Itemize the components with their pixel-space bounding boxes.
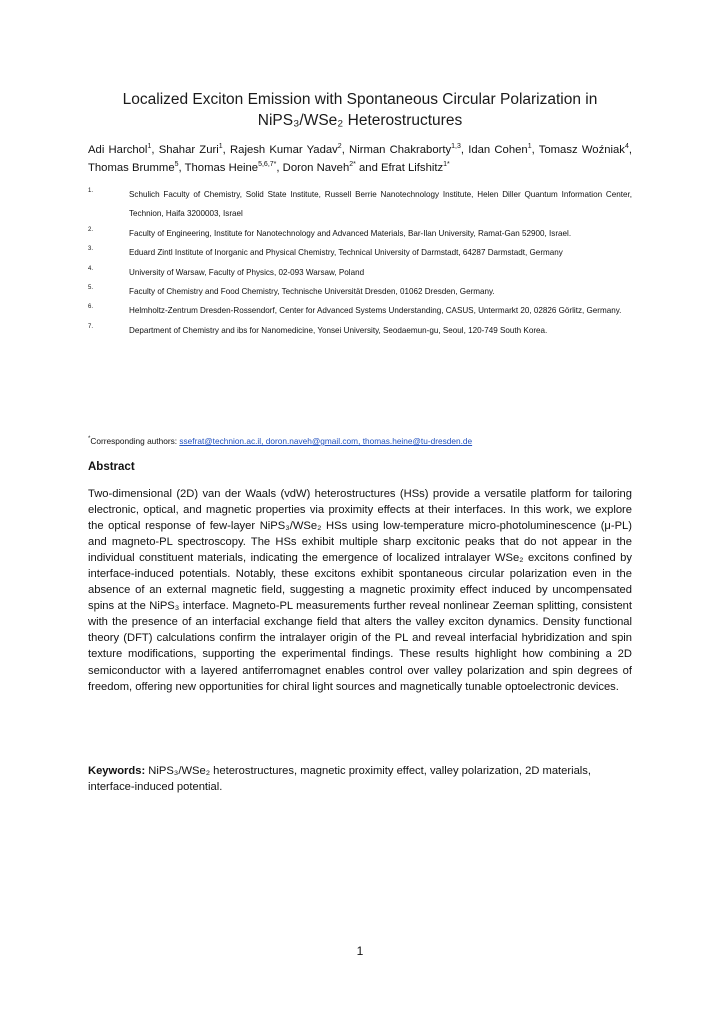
author-separator: , <box>151 144 159 156</box>
author-affiliation-sup: 1 <box>147 143 152 150</box>
affiliation-number: 3. <box>88 246 94 253</box>
author-name: Adi Harchol <box>88 144 148 156</box>
author-separator: , <box>222 144 230 156</box>
author-affiliation-sup: 2 <box>337 143 342 150</box>
corresponding-marker: * <box>88 436 91 442</box>
affiliation-text: Schulich Faculty of Chemistry, Solid State Institute, Russell Berrie Nanotechnology Institute, Helen Diller Quantum Information Center, Technion, Haifa 3200003, Israel <box>129 190 632 219</box>
affiliation-number: 7. <box>88 323 94 330</box>
author-name: Efrat Lifshitz <box>381 161 444 174</box>
affiliation-item <box>88 243 632 262</box>
author-affiliation-sup: 1* <box>443 160 450 168</box>
author-name: Nirman Chakraborty <box>349 144 452 156</box>
author-affiliation-sup: 1 <box>527 143 532 150</box>
corresponding-emails-link[interactable]: ssefrat@technion.ac.il, doron.naveh@gmail.com, thomas.heine@tu-dresden.de <box>179 436 473 446</box>
affiliation-text: Department of Chemistry and ibs for Nanomedicine, Yonsei University, Seodaemun-gu, Seoul, 120-749 South Korea. <box>129 325 548 335</box>
author-name: Rajesh Kumar Yadav <box>230 144 338 156</box>
affiliation-text: Faculty of Engineering, Institute for Nanotechnology and Advanced Materials, Bar-Ilan University, Ramat-Gan 52900, Israel. <box>129 228 572 238</box>
author-name: Shahar Zuri <box>158 144 219 156</box>
author-separator: , <box>460 144 469 156</box>
author-affiliation-sup: 5,6,7* <box>258 160 277 168</box>
author-list <box>88 142 632 177</box>
affiliation-text: Faculty of Chemistry and Food Chemistry, Technische Universität Dresden, 01062 Dresden, Germany. <box>129 287 495 297</box>
abstract-heading: Abstract <box>88 461 135 473</box>
author-name: Tomasz Woźniak <box>538 144 625 156</box>
author-separator: , <box>276 161 283 174</box>
title-line-2: NiPS₃/WSe₂ Heterostructures <box>257 112 463 129</box>
affiliation-item <box>88 282 632 301</box>
abstract-text: Two-dimensional (2D) van der Waals (vdW) heterostructures (HSs) provide a versatile platform for tailoring electronic, optical, and magnetic properties via proximity effects at their interfaces. In this work, we explore the optical response of few-layer NiPS₃/WSe₂ HSs using low-temperature micro-photoluminescence (μ-PL) and magneto-PL spectroscopy. The HSs exhibit multiple sharp excitonic peaks that do not appear in the individual constituent materials, indicating the emergence of localized intralayer WSe₂ excitons confined by interface-induced potentials. Notably, these excitons exhibit spontaneous circular polarization even in the absence of an external magnetic field, suggesting a magnetic proximity effect induced by uncompensated spins at the NiPS₃ interface. Magneto-PL measurements further reveal nonlinear Zeeman splitting, consistent with the presence of an interfacial exchange field that alters the valley exciton dynamics. Density functional theory (DFT) calculations confirm the intralayer origin of the PL and reveal interfacial hybridization and spin texture modifications, supporting the experimental findings. These results highlight how combining a 2D semiconductor with a layered antiferromagnet enables control over valley polarization and spin degrees of freedom, offering new opportunities for chiral light sources and magnetically tunable optoelectronic devices. <box>88 488 632 693</box>
page-number: 1 <box>356 944 364 958</box>
author-separator: , <box>178 161 185 174</box>
affiliation-item <box>88 321 632 340</box>
author-affiliation-sup: 1 <box>218 143 223 150</box>
affiliation-text: Helmholtz-Zentrum Dresden-Rossendorf, Center for Advanced Systems Understanding, CASUS, Untermarkt 20, 02826 Görlitz, Germany. <box>129 306 622 316</box>
affiliation-item <box>88 263 632 282</box>
keywords-text: NiPS₃/WSe₂ heterostructures, magnetic proximity effect, valley polarization, 2D materials, interface-induced potential. <box>88 765 591 793</box>
affiliation-item <box>88 301 632 320</box>
affiliation-number: 2. <box>88 226 94 233</box>
affiliation-text: University of Warsaw, Faculty of Physics, 02-093 Warsaw, Poland <box>129 267 365 277</box>
affiliation-item <box>88 185 632 224</box>
author-affiliation-sup: 4 <box>624 143 629 150</box>
corresponding-label: Corresponding authors: <box>90 436 180 446</box>
author-affiliation-sup: 2* <box>349 160 356 168</box>
paper-title <box>0 89 720 131</box>
affiliation-item <box>88 224 632 243</box>
author-affiliation-sup: 1,3 <box>451 143 461 150</box>
keywords-label: Keywords: <box>88 765 146 777</box>
author-name: Thomas Brumme <box>88 161 175 174</box>
author-name: Doron Naveh <box>282 161 350 174</box>
author-separator: , <box>628 144 632 156</box>
keywords <box>88 763 632 795</box>
author-separator: , <box>341 144 350 156</box>
author-separator: and <box>355 161 381 174</box>
affiliation-number: 1. <box>88 188 94 194</box>
affiliation-number: 4. <box>88 265 94 272</box>
author-separator: , <box>531 144 539 156</box>
author-name: Thomas Heine <box>184 161 259 174</box>
title-line-1: Localized Exciton Emission with Spontaneous Circular Polarization in <box>122 91 598 108</box>
corresponding-authors <box>88 433 632 449</box>
author-name: Idan Cohen <box>468 144 528 156</box>
affiliation-list <box>88 185 632 340</box>
affiliation-number: 6. <box>88 304 94 311</box>
affiliation-text: Eduard Zintl Institute of Inorganic and Physical Chemistry, Technical University of Darmstadt, 64287 Darmstadt, Germany <box>129 248 563 258</box>
affiliation-number: 5. <box>88 285 94 292</box>
author-affiliation-sup: 5 <box>174 160 179 168</box>
